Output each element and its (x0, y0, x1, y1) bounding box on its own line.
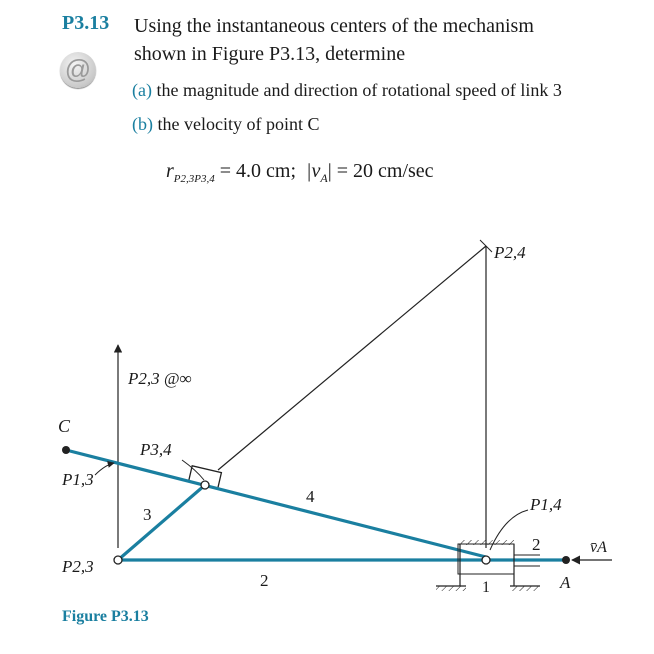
at-badge-icon: @ (60, 52, 96, 88)
label-p23: P2,3 (62, 557, 94, 576)
label-link-2-right: 2 (532, 535, 541, 554)
label-ground-1: 1 (482, 579, 490, 596)
joint-p14 (482, 556, 490, 564)
label-a: A (560, 573, 571, 592)
label-link-3: 3 (143, 505, 152, 524)
v-value: | = 20 cm/sec (327, 160, 434, 182)
joint-p34 (201, 481, 209, 489)
line-p34-p24 (218, 246, 486, 470)
label-c: C (58, 416, 71, 436)
label-p23-infinity: P2,3 @∞ (128, 369, 192, 388)
label-p13: P1,3 (62, 470, 94, 489)
part-a-text: the magnitude and direction of rotational speed of link 3 (156, 80, 562, 100)
ground-hatch-right (510, 586, 540, 591)
leader-p13 (95, 463, 114, 475)
v-subscript: A (320, 171, 328, 185)
label-va: v̄A (590, 539, 607, 556)
joint-p23 (114, 556, 122, 564)
link-4 (66, 450, 486, 557)
v-symbol: |v (306, 160, 321, 182)
r-symbol: r (166, 160, 174, 182)
label-link-4: 4 (306, 487, 315, 506)
joint-c (62, 446, 70, 454)
label-p34: P3,4 (140, 440, 172, 459)
label-link-2-bottom: 2 (260, 571, 269, 590)
part-a-label: (a) (132, 80, 152, 100)
ground-hatch-top (458, 540, 514, 545)
part-b-label: (b) (132, 114, 153, 134)
r-subscript: P2,3P3,4 (173, 173, 215, 185)
statement-line-2: shown in Figure P3.13, determine (134, 43, 406, 65)
figure-caption: Figure P3.13 (62, 608, 149, 625)
ground-hatch-left (436, 586, 466, 591)
label-p24: P2,4 (494, 243, 526, 262)
problem-number: P3.13 (62, 12, 110, 34)
statement-line-1: Using the instantaneous centers of the mechanism (134, 15, 534, 37)
joint-a (562, 556, 570, 564)
r-value: = 4.0 cm; (219, 160, 297, 182)
label-p14: P1,4 (530, 495, 562, 514)
link-3 (118, 485, 205, 560)
part-b-text: the velocity of point C (157, 114, 320, 134)
